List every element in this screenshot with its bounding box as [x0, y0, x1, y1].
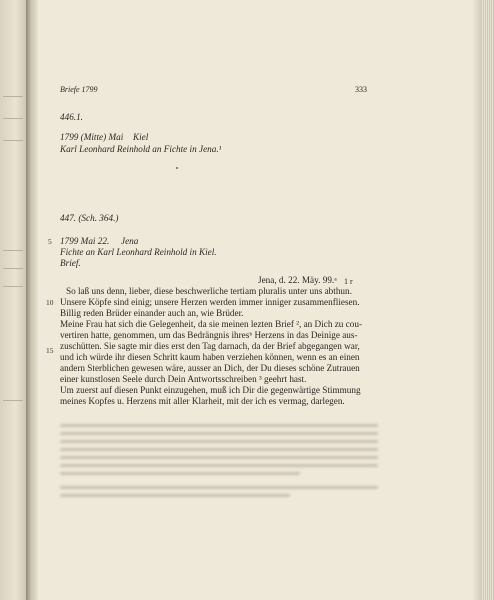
- letter-dateline: Jena, d. 22. Mäy. 99.ᵃ: [258, 275, 337, 285]
- body-line: So laß uns denn, lieber, diese beschwerliche tertiam pluralis unter uns abthun.: [66, 286, 352, 296]
- blurred-footnote-line: [60, 424, 378, 427]
- line-number: 5: [48, 237, 52, 246]
- print-speck: [176, 167, 178, 169]
- document-type: Brief.: [60, 258, 81, 268]
- left-page-edge: [0, 0, 26, 600]
- body-line: andern Sterblichen gewesen wäre, ausser an Dich, der Du dieses schöne Zutrauen: [60, 363, 360, 373]
- line-number: 10: [46, 298, 54, 307]
- body-line: Billig reden Brüder einander auch an, wie Brüder.: [60, 308, 244, 318]
- blurred-footnote-line: [60, 486, 378, 489]
- page-number: 333: [355, 85, 367, 94]
- body-line: zuschütten. Sie sagte mir dies erst den Tag darnach, da der Brief abgegangen war,: [60, 341, 360, 351]
- letter-place: Jena: [121, 236, 139, 246]
- letter-correspondents: Fichte an Karl Leonhard Reinhold in Kiel.: [60, 247, 217, 257]
- body-line: und ich würde ihr diesen Schritt kaum haben verziehen können, wenn es an einen: [60, 352, 360, 362]
- blurred-footnote-line: [60, 440, 378, 443]
- blurred-footnote-line: [60, 472, 300, 475]
- blurred-footnote-line: [60, 456, 378, 459]
- body-line: einer kunstlosen Seele durch Dein Antwortsschreiben ³ geehrt hast.: [60, 374, 307, 384]
- blurred-footnote-line: [60, 448, 378, 451]
- blurred-footnote-line: [60, 494, 290, 497]
- letter-date: 1799 Mai 22.: [60, 236, 110, 246]
- ghost-text-line: [3, 400, 23, 401]
- letter-number: 447. (Sch. 364.): [60, 213, 119, 223]
- body-line: Unsere Köpfe sind einig; unsere Herzen werden immer inniger zusammenfliesen.: [60, 297, 360, 307]
- letter-date: 1799 (Mitte) Mai: [60, 132, 124, 142]
- book-gutter: [26, 0, 38, 600]
- letter-place: Kiel: [133, 132, 149, 142]
- body-line: Um zuerst auf diesen Punkt einzugehen, muß ich Dir die gegenwärtige Stimmung: [60, 385, 361, 395]
- running-title: Briefe 1799: [60, 85, 98, 94]
- ghost-text-line: [3, 96, 23, 97]
- page-stack-edge: [482, 0, 494, 600]
- line-number: 15: [46, 346, 54, 355]
- ghost-text-line: [3, 140, 23, 141]
- ghost-text-line: [3, 250, 23, 251]
- body-line: vertiren hatte, genommen, um das Bedrängnis ihresᵇ Herzens in das Deinige aus-: [60, 330, 358, 340]
- letter-correspondents: Karl Leonhard Reinhold an Fichte in Jena.¹: [60, 144, 222, 154]
- margin-folio: 1 r: [344, 277, 353, 286]
- ghost-text-line: [3, 268, 23, 269]
- blurred-footnote-line: [60, 432, 378, 435]
- body-line: meines Kopfes u. Herzens mit aller Klarheit, mit der ich es vermag, darlegen.: [60, 396, 345, 406]
- letter-number: 446.1.: [60, 112, 83, 122]
- blurred-footnote-line: [60, 464, 378, 467]
- ghost-text-line: [3, 118, 23, 119]
- body-line: Meine Frau hat sich die Gelegenheit, da sie meinen lezten Brief ², an Dich zu cou-: [60, 319, 363, 329]
- ghost-text-line: [3, 286, 23, 287]
